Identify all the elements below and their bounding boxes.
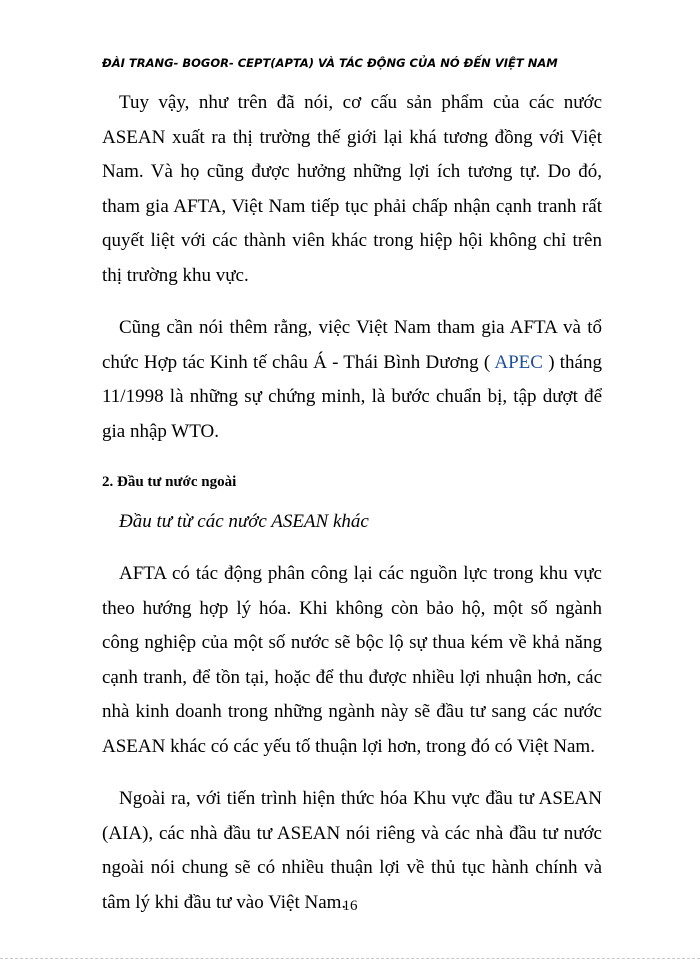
paragraph-2-text-end: ) tháng 11/1998 là những sự chứng minh, là bước chuẩn bị, tập dượt để gia nhập WTO. (102, 351, 602, 442)
section-subheading: Đầu tư từ các nước ASEAN khác (119, 511, 369, 532)
document-body (102, 86, 602, 920)
paragraph-2-text-start: Cũng cần nói thêm rằng, việc Việt Nam tham gia AFTA và tổ chức Hợp tác Kinh tế châu Á - Thái Bình Dương ( (102, 317, 602, 373)
running-header: ĐÀI TRANG- BOGOR- CEPT(APTA) VÀ TÁC ĐỘNG CỦA NÓ ĐẾN VIỆT NAM (102, 56, 558, 70)
page-number: 16 (342, 898, 358, 914)
paragraph-4: Ngoài ra, với tiến trình hiện thức hóa Khu vực đầu tư ASEAN (AIA), các nhà đầu tư ASEAN nói riêng và các nhà đầu tư nước ngoài nói chung sẽ có nhiều thuận lợi về thủ tục hành chính và tâm lý khi đầu tư vào Việt Nam. (102, 788, 602, 913)
page-bottom-rule (0, 958, 700, 959)
apec-link[interactable]: APEC (494, 351, 543, 373)
paragraph-3: AFTA có tác động phân công lại các nguồn lực trong khu vực theo hướng hợp lý hóa. Khi không còn bảo hộ, một số ngành công nghiệp của một số nước sẽ bộc lộ sự thua kém về khả năng cạnh tranh, để tồn tại, hoặc để thu được nhiều lợi nhuận hơn, các nhà kinh doanh trong những ngành này sẽ đầu tư sang các nước ASEAN khác có các yếu tố thuận lợi hơn, trong đó có Việt Nam. (102, 563, 602, 757)
paragraph-1: Tuy vậy, như trên đã nói, cơ cấu sản phẩm của các nước ASEAN xuất ra thị trường thế giới lại khá tương đồng với Việt Nam. Và họ cũng được hưởng những lợi ích tương tự. Do đó, tham gia AFTA, Việt Nam tiếp tục phải chấp nhận cạnh tranh rất quyết liệt với các thành viên khác trong hiệp hội không chỉ trên thị trường khu vực. (102, 92, 602, 286)
paragraph-2 (102, 311, 602, 449)
section-heading: 2. Đầu tư nước ngoài (102, 474, 237, 490)
